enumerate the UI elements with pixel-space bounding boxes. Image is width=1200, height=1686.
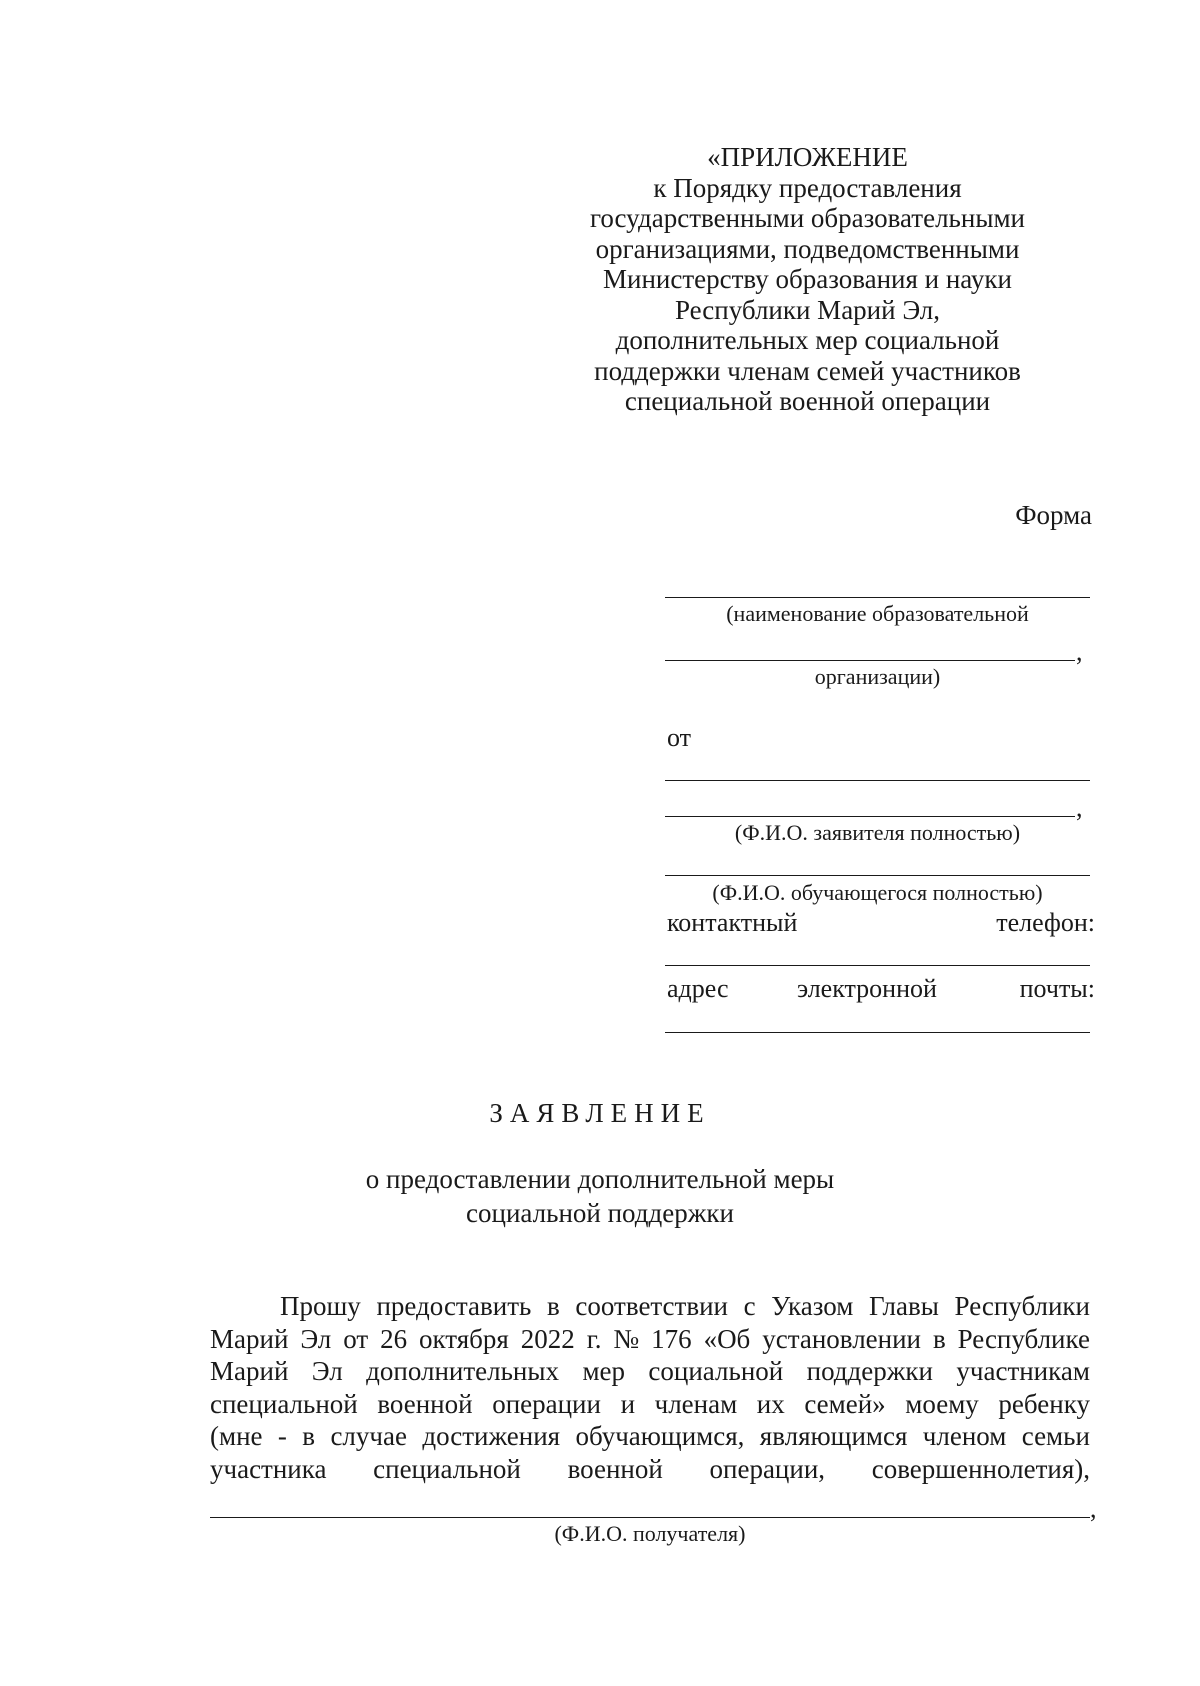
body-word: г. [586,1323,602,1354]
body-word: Эл [300,1323,332,1354]
appendix-line: Республики Марий Эл, [674,294,941,325]
body-word: участникам [956,1356,1090,1386]
body-word: ребенку [998,1388,1090,1419]
body-word: поддержки [806,1356,933,1386]
org-name-caption-1: (наименование образовательной [726,601,1029,626]
body-line [210,1453,1090,1486]
phone-line [665,965,1090,966]
body-word: 26 [380,1323,408,1354]
form-label: Форма [1015,500,1092,530]
appendix-line: государственными образовательными [589,203,1025,233]
body-word: Республики [954,1291,1090,1321]
body-word: № [613,1323,640,1354]
org-name-line-1 [665,597,1090,598]
body-word: Главы [868,1291,939,1321]
body-word: семьи [1021,1421,1090,1451]
body-word: мер [582,1356,626,1386]
student-line [665,875,1090,876]
comma: , [1076,793,1083,822]
body-word: операции [492,1388,601,1419]
body-word: соответствии [575,1291,728,1321]
body-word: операции, [709,1453,826,1484]
body-line [210,1355,1090,1388]
body-word: Республике [957,1323,1090,1354]
appendix-line: организациями, подведомственными [595,233,1020,264]
phone-label-right: телефон: [996,908,1095,937]
appendix-line: специальной военной операции [624,386,991,416]
applicant-line-1 [665,780,1090,781]
body-word: дополнительных [366,1356,560,1386]
body-word: членам [654,1388,738,1419]
body-word: специальной [210,1388,358,1419]
body-line [210,1290,1090,1323]
body-word: и [620,1388,636,1419]
body-word: участника [210,1453,327,1484]
document-subtitle [0,1162,1200,1230]
body-word: октября [419,1323,509,1354]
body-word: в [932,1323,946,1354]
comma: , [1090,1494,1097,1523]
body-word: достижения [422,1421,561,1451]
body-word: их [756,1388,785,1419]
appendix-line: «ПРИЛОЖЕНИЕ [707,142,908,172]
appendix-line: Министерству образования и науки [603,264,1012,294]
from-label: от [667,723,692,752]
document-title: ЗАЯВЛЕНИЕ [489,1098,711,1128]
body-word: установлении [762,1323,921,1354]
body-word: «Об [703,1323,751,1354]
body-word: предоставить [376,1291,532,1321]
email-label-1: адрес [667,974,729,1003]
org-name-line-2 [665,660,1075,661]
email-label-2: электронной [797,974,937,1003]
body-word: членом [922,1421,1007,1451]
body-word: Указом [771,1291,854,1321]
body-word: совершеннолетия), [871,1453,1090,1484]
body-word: в [302,1421,316,1451]
appendix-line: к Порядку предоставления [653,172,962,203]
applicant-line-2 [665,816,1075,817]
student-caption: (Ф.И.О. обучающегося полностью) [712,880,1043,905]
body-word: военной [567,1453,663,1484]
body-line [210,1388,1090,1421]
body-word: - [277,1421,287,1451]
appendix-header [540,142,1075,417]
body-word: являющимся [759,1421,908,1451]
appendix-line: дополнительных мер социальной [615,325,1000,355]
body-word: моему [905,1388,979,1419]
recipient-line [210,1517,1090,1518]
email-label-3: почты: [1019,974,1095,1003]
body-word: 2022 [520,1323,575,1354]
body-word: социальной [648,1356,784,1386]
body-word: в [547,1291,560,1321]
subtitle-line: о предоставлении дополнительной меры [365,1164,835,1194]
body-word: обучающимся, [575,1421,745,1451]
body-word: случае [330,1421,407,1451]
body-word: с [743,1291,756,1321]
body-word: семей» [804,1388,886,1419]
org-name-caption-2: организации) [814,664,941,689]
body-word: Прошу [280,1291,361,1321]
body-word: Марий [210,1323,289,1354]
body-word: специальной [373,1453,521,1484]
body-word: Марий [210,1356,289,1386]
comma: , [1076,637,1083,666]
body-word: (мне [210,1421,263,1451]
body-paragraph [210,1290,1090,1485]
applicant-caption: (Ф.И.О. заявителя полностью) [734,820,1021,845]
phone-label-left: контактный [667,908,798,937]
body-line [210,1323,1090,1356]
subtitle-line: социальной поддержки [466,1198,734,1228]
body-word: Эл [311,1356,343,1386]
appendix-line: поддержки членам семей участников [594,355,1021,386]
recipient-caption: (Ф.И.О. получателя) [554,1521,746,1546]
body-word: 176 [651,1323,692,1354]
body-word: военной [377,1388,473,1419]
email-line [665,1032,1090,1033]
body-word: от [343,1323,369,1354]
body-line [210,1420,1090,1453]
